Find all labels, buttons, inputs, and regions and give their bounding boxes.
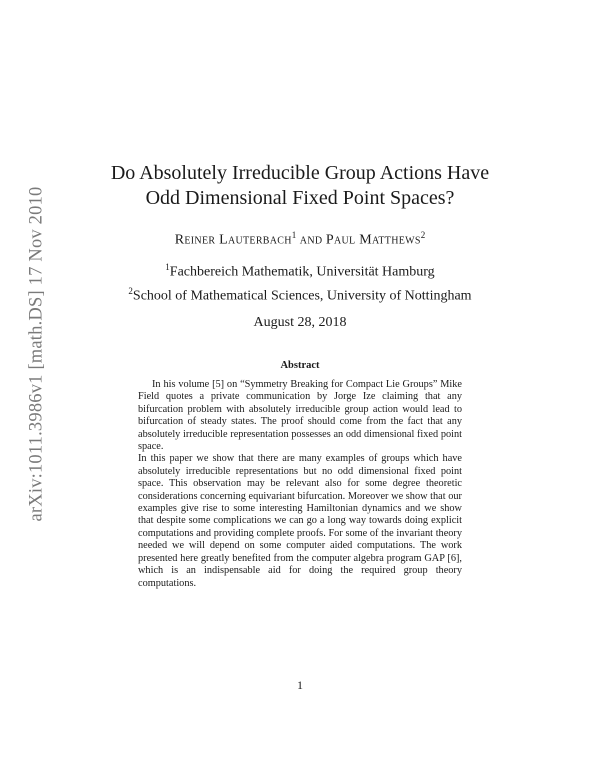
affiliation-2	[80, 282, 520, 306]
author-2-affiliation-mark: 2	[420, 230, 426, 240]
abstract-paragraph-1: In his volume [5] on “Symmetry Breaking for Compact Lie Groups” Mike Field quotes a private communication by Jorge Ize claiming that any bifurcation problem with absolutely irreducible group action would lead to bifurcation of steady states. The proof should come from the fact that any absolutely irreducible representation possesses an odd dimensional fixed point space.	[138, 379, 462, 453]
affiliation-1	[80, 258, 520, 282]
author-1-affiliation-mark: 1	[291, 230, 297, 240]
paper-title	[80, 161, 520, 211]
author-list	[80, 230, 520, 249]
abstract-paragraph-2: In this paper we show that there are many examples of groups which have absolutely irreducible representations but no odd dimensional fixed point space. This observation may be relevant also for some degree theoretic considerations concerning equivariant bifurcation. Moreover we show that our examples give rise to some interesting Hamiltonian dynamics and we show that despite some complications we can go a long way towards doing explicit computations and providing complete proofs. For some of the invariant theory needed we will depend on some computer aided computations. The work presented here greatly benefited from the computer algebra program GAP [6], which is an indispensable aid for doing the required group theory computations.	[138, 453, 462, 589]
page-number: 1	[297, 678, 303, 692]
title-line-2: Odd Dimensional Fixed Point Spaces?	[145, 187, 455, 209]
author-2: Paul Matthews	[325, 232, 421, 248]
title-line-1: Do Absolutely Irreducible Group Actions Have	[110, 162, 490, 184]
paper-date: August 28, 2018	[253, 315, 347, 330]
abstract-body	[138, 379, 462, 590]
affiliation-2-mark: 2	[128, 285, 133, 296]
affiliations	[80, 258, 520, 305]
affiliation-1-mark: 1	[165, 262, 170, 272]
abstract-heading: Abstract	[280, 360, 320, 371]
author-1: Reiner Lauterbach	[174, 232, 292, 248]
arxiv-identifier: arXiv:1011.3986v1 [math.DS] 17 Nov 2010	[26, 186, 47, 522]
affiliation-1-text: Fachbereich Mathematik, Universität Hamburg	[169, 264, 435, 280]
affiliation-2-text: School of Mathematical Sciences, University of Nottingham	[132, 288, 472, 304]
author-conjunction: and	[299, 232, 323, 248]
